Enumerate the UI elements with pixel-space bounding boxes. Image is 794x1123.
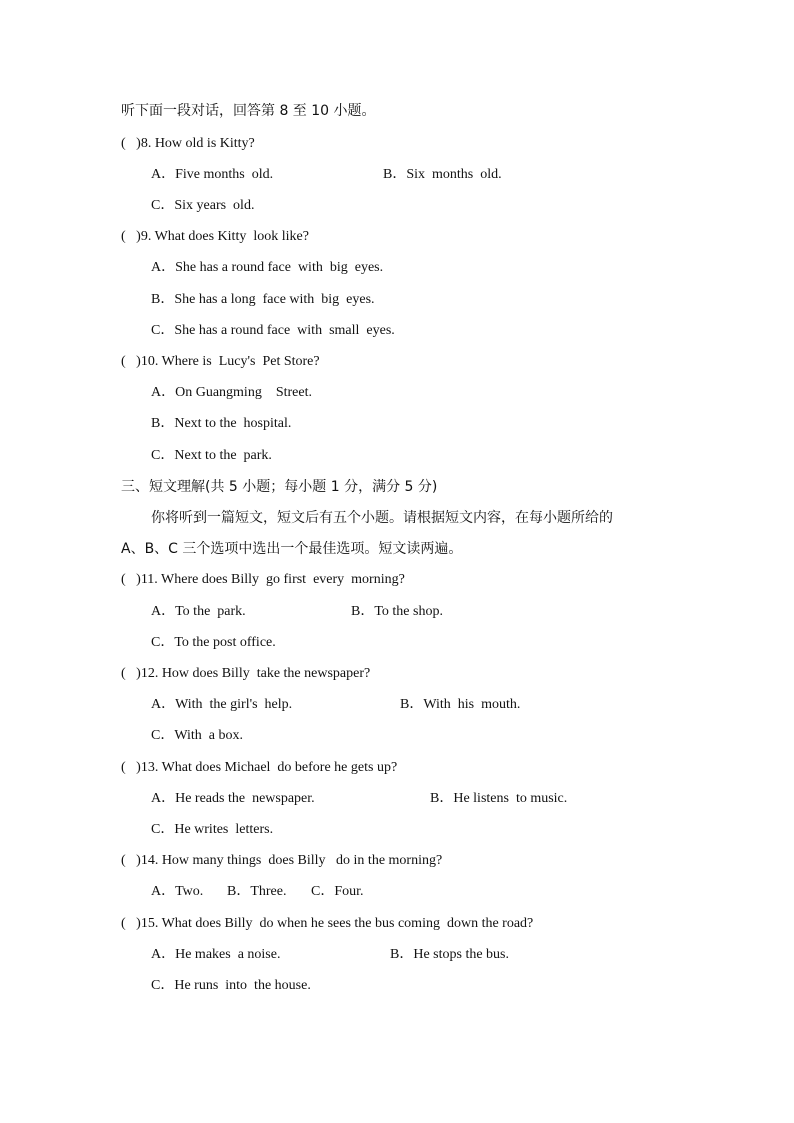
- question-15-option-a: A．He makes a noise.: [151, 947, 281, 962]
- section-instruction-line-2: A、B、C 三个选项中选出一个最佳选项。短文读两遍。: [121, 541, 463, 557]
- question-10-option-c: C．Next to the park.: [151, 448, 272, 463]
- question-14-stem: ( )14. How many things does Billy do in the morning?: [121, 853, 443, 868]
- question-14-option-a: A．Two.: [151, 884, 204, 899]
- question-15-stem: ( )15. What does Billy do when he sees the bus coming down the road?: [121, 916, 534, 931]
- section-instruction-line-1: 你将听到一篇短文，短文后有五个小题。请根据短文内容，在每小题所给的: [151, 510, 613, 526]
- question-8-option-c: C．Six years old.: [151, 198, 255, 213]
- question-15-option-c: C．He runs into the house.: [151, 978, 311, 993]
- question-13-stem: ( )13. What does Michael do before he gets up?: [121, 760, 398, 775]
- question-9-option-b: B．She has a long face with big eyes.: [151, 292, 375, 307]
- question-13-option-b: B．He listens to music.: [430, 791, 568, 806]
- question-11-option-a: A．To the park.: [151, 604, 246, 619]
- question-12-option-c: C．With a box.: [151, 728, 243, 743]
- question-8-option-b: B．Six months old.: [383, 167, 502, 182]
- question-11-option-b: B．To the shop.: [351, 604, 443, 619]
- question-15-option-b: B．He stops the bus.: [390, 947, 509, 962]
- question-9-option-c: C．She has a round face with small eyes.: [151, 323, 395, 338]
- question-9-stem: ( )9. What does Kitty look like?: [121, 229, 309, 244]
- question-10-option-a: A．On Guangming Street.: [151, 385, 312, 400]
- question-9-option-a: A．She has a round face with big eyes.: [151, 260, 384, 275]
- question-8-stem: ( )8. How old is Kitty?: [121, 136, 255, 151]
- section-title: 三、短文理解(共 5 小题；每小题 1 分，满分 5 分): [121, 479, 438, 495]
- question-12-stem: ( )12. How does Billy take the newspaper?: [121, 666, 371, 681]
- question-11-stem: ( )11. Where does Billy go first every morning?: [121, 572, 405, 587]
- question-11-option-c: C．To the post office.: [151, 635, 276, 650]
- question-14-option-b: B．Three.: [227, 884, 287, 899]
- question-10-option-b: B．Next to the hospital.: [151, 416, 292, 431]
- question-13-option-a: A．He reads the newspaper.: [151, 791, 315, 806]
- question-13-option-c: C．He writes letters.: [151, 822, 274, 837]
- question-10-stem: ( )10. Where is Lucy's Pet Store?: [121, 354, 320, 369]
- question-12-option-b: B．With his mouth.: [400, 697, 521, 712]
- question-14-option-c: C．Four.: [311, 884, 364, 899]
- question-8-option-a: A．Five months old.: [151, 167, 274, 182]
- section-intro: 听下面一段对话，回答第 8 至 10 小题。: [121, 103, 376, 119]
- question-12-option-a: A．With the girl's help.: [151, 697, 293, 712]
